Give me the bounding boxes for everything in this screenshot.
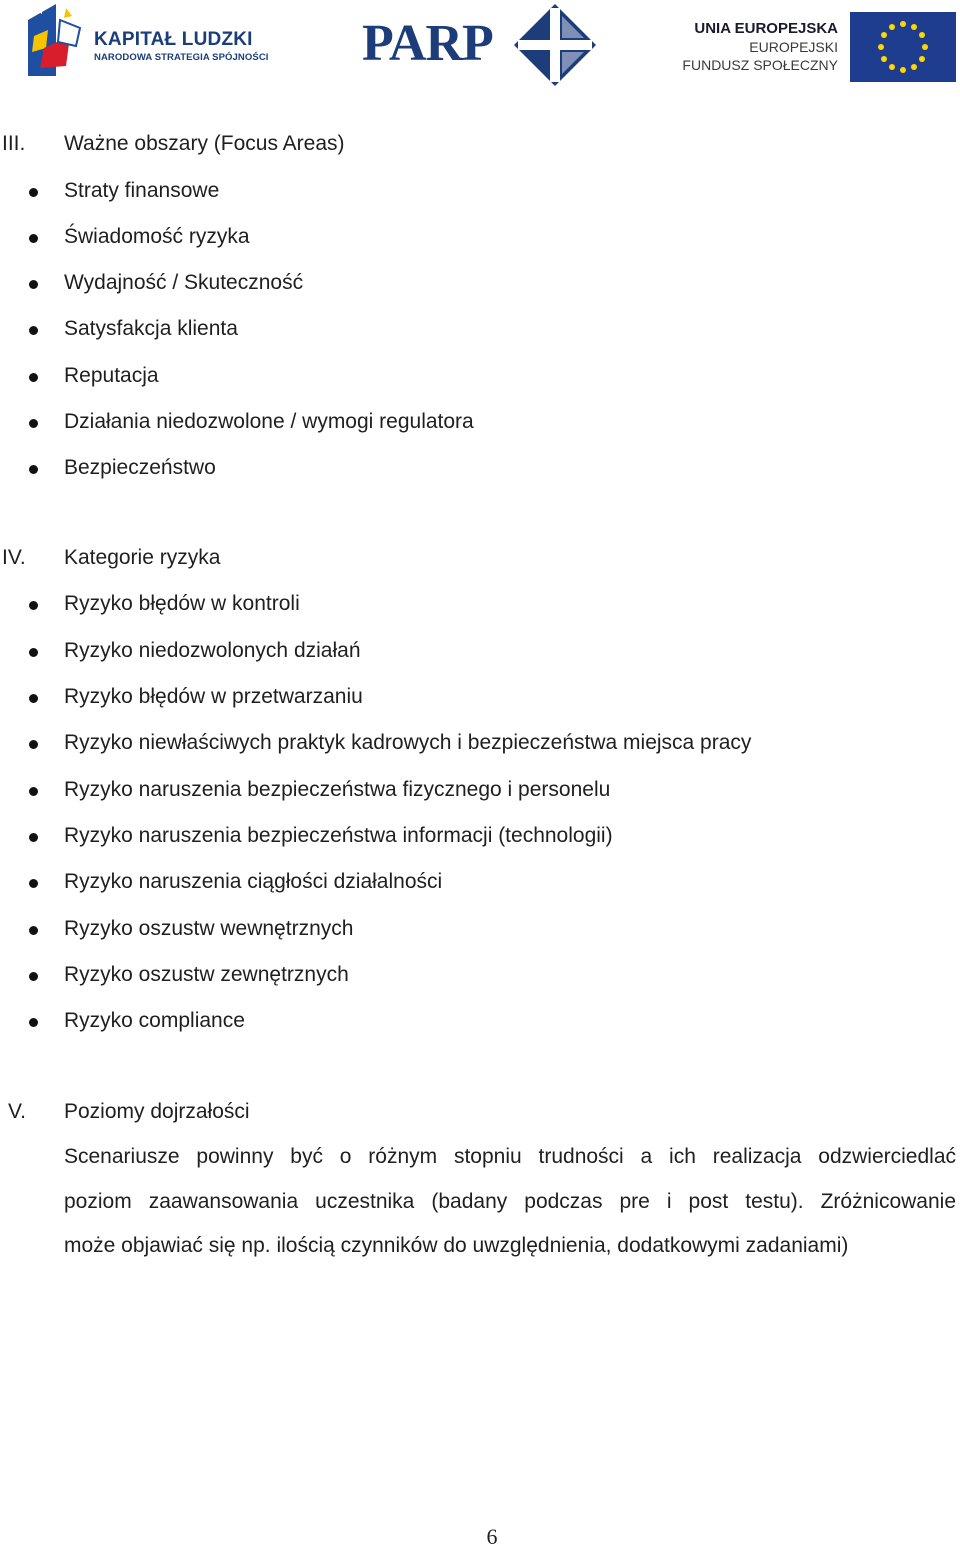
bullet-icon [29,1018,38,1027]
bullet-icon [29,926,38,935]
bullet-icon [29,280,38,289]
parp-arrows-icon [512,2,598,88]
paragraph-line: poziom zaawansowania uczestnika (badany podczas pre i post testu). Zróżnicowanie [64,1190,956,1213]
page-header [0,0,960,95]
bullet-icon [29,740,38,749]
bullet-icon [29,419,38,428]
eu-fund-line2: FUNDUSZ SPOŁECZNY [682,57,838,73]
eu-logo [682,12,958,84]
kapital-ludzki-subtitle: NARODOWA STRATEGIA SPÓJNOŚCI [94,52,269,63]
eu-flag-icon [850,12,956,82]
bullet-icon [29,833,38,842]
section-title: Kategorie ryzyka [64,546,221,569]
list-item-text: Reputacja [64,364,159,387]
section-number: IV. [2,546,26,569]
bullet-icon [29,188,38,197]
kapital-ludzki-logo [26,2,276,82]
parp-logo [362,2,602,86]
paragraph-line: Scenariusze powinny być o różnym stopniu trudności a ich realizacja odzwierciedlać [64,1145,956,1168]
list-item-text: Działania niedozwolone / wymogi regulatora [64,410,474,433]
section-title: Ważne obszary (Focus Areas) [64,132,345,155]
bullet-icon [29,326,38,335]
list-item-text: Ryzyko compliance [64,1009,245,1032]
list-item-text: Ryzyko naruszenia bezpieczeństwa fizycznego i personelu [64,778,611,801]
list-item-text: Ryzyko błędów w przetwarzaniu [64,685,363,708]
kapital-ludzki-title: KAPITAŁ LUDZKI [94,29,253,50]
list-item-text: Ryzyko naruszenia ciągłości działalności [64,870,443,893]
list-item-text: Ryzyko oszustw wewnętrznych [64,917,354,940]
list-item-text: Straty finansowe [64,179,220,202]
list-item-text: Bezpieczeństwo [64,456,216,479]
bullet-icon [29,601,38,610]
list-item-text: Ryzyko błędów w kontroli [64,592,300,615]
list-item-text: Świadomość ryzyka [64,225,250,248]
bullet-icon [29,787,38,796]
page-number: 6 [486,1524,498,1549]
section-title: Poziomy dojrzałości [64,1100,250,1123]
list-item-text: Ryzyko niedozwolonych działań [64,639,361,662]
eu-title: UNIA EUROPEJSKA [694,20,838,37]
bullet-icon [29,972,38,981]
bullet-icon [29,234,38,243]
bullet-icon [29,648,38,657]
section-number: V. [8,1100,26,1123]
list-item-text: Ryzyko naruszenia bezpieczeństwa informacji (technologii) [64,824,613,847]
kapital-ludzki-emblem-icon [26,2,86,82]
paragraph-line: może objawiać się np. ilością czynników do uwzględnienia, dodatkowymi zadaniami) [64,1234,849,1257]
list-item-text: Ryzyko oszustw zewnętrznych [64,963,349,986]
parp-wordmark: PARP [362,15,493,72]
list-item-text: Wydajność / Skuteczność [64,271,304,294]
list-item-text: Satysfakcja klienta [64,317,238,340]
bullet-icon [29,465,38,474]
bullet-icon [29,879,38,888]
bullet-icon [29,694,38,703]
eu-fund-line1: EUROPEJSKI [749,39,838,55]
section-number: III. [2,132,26,155]
bullet-icon [29,373,38,382]
list-item-text: Ryzyko niewłaściwych praktyk kadrowych i bezpieczeństwa miejsca pracy [64,731,752,754]
